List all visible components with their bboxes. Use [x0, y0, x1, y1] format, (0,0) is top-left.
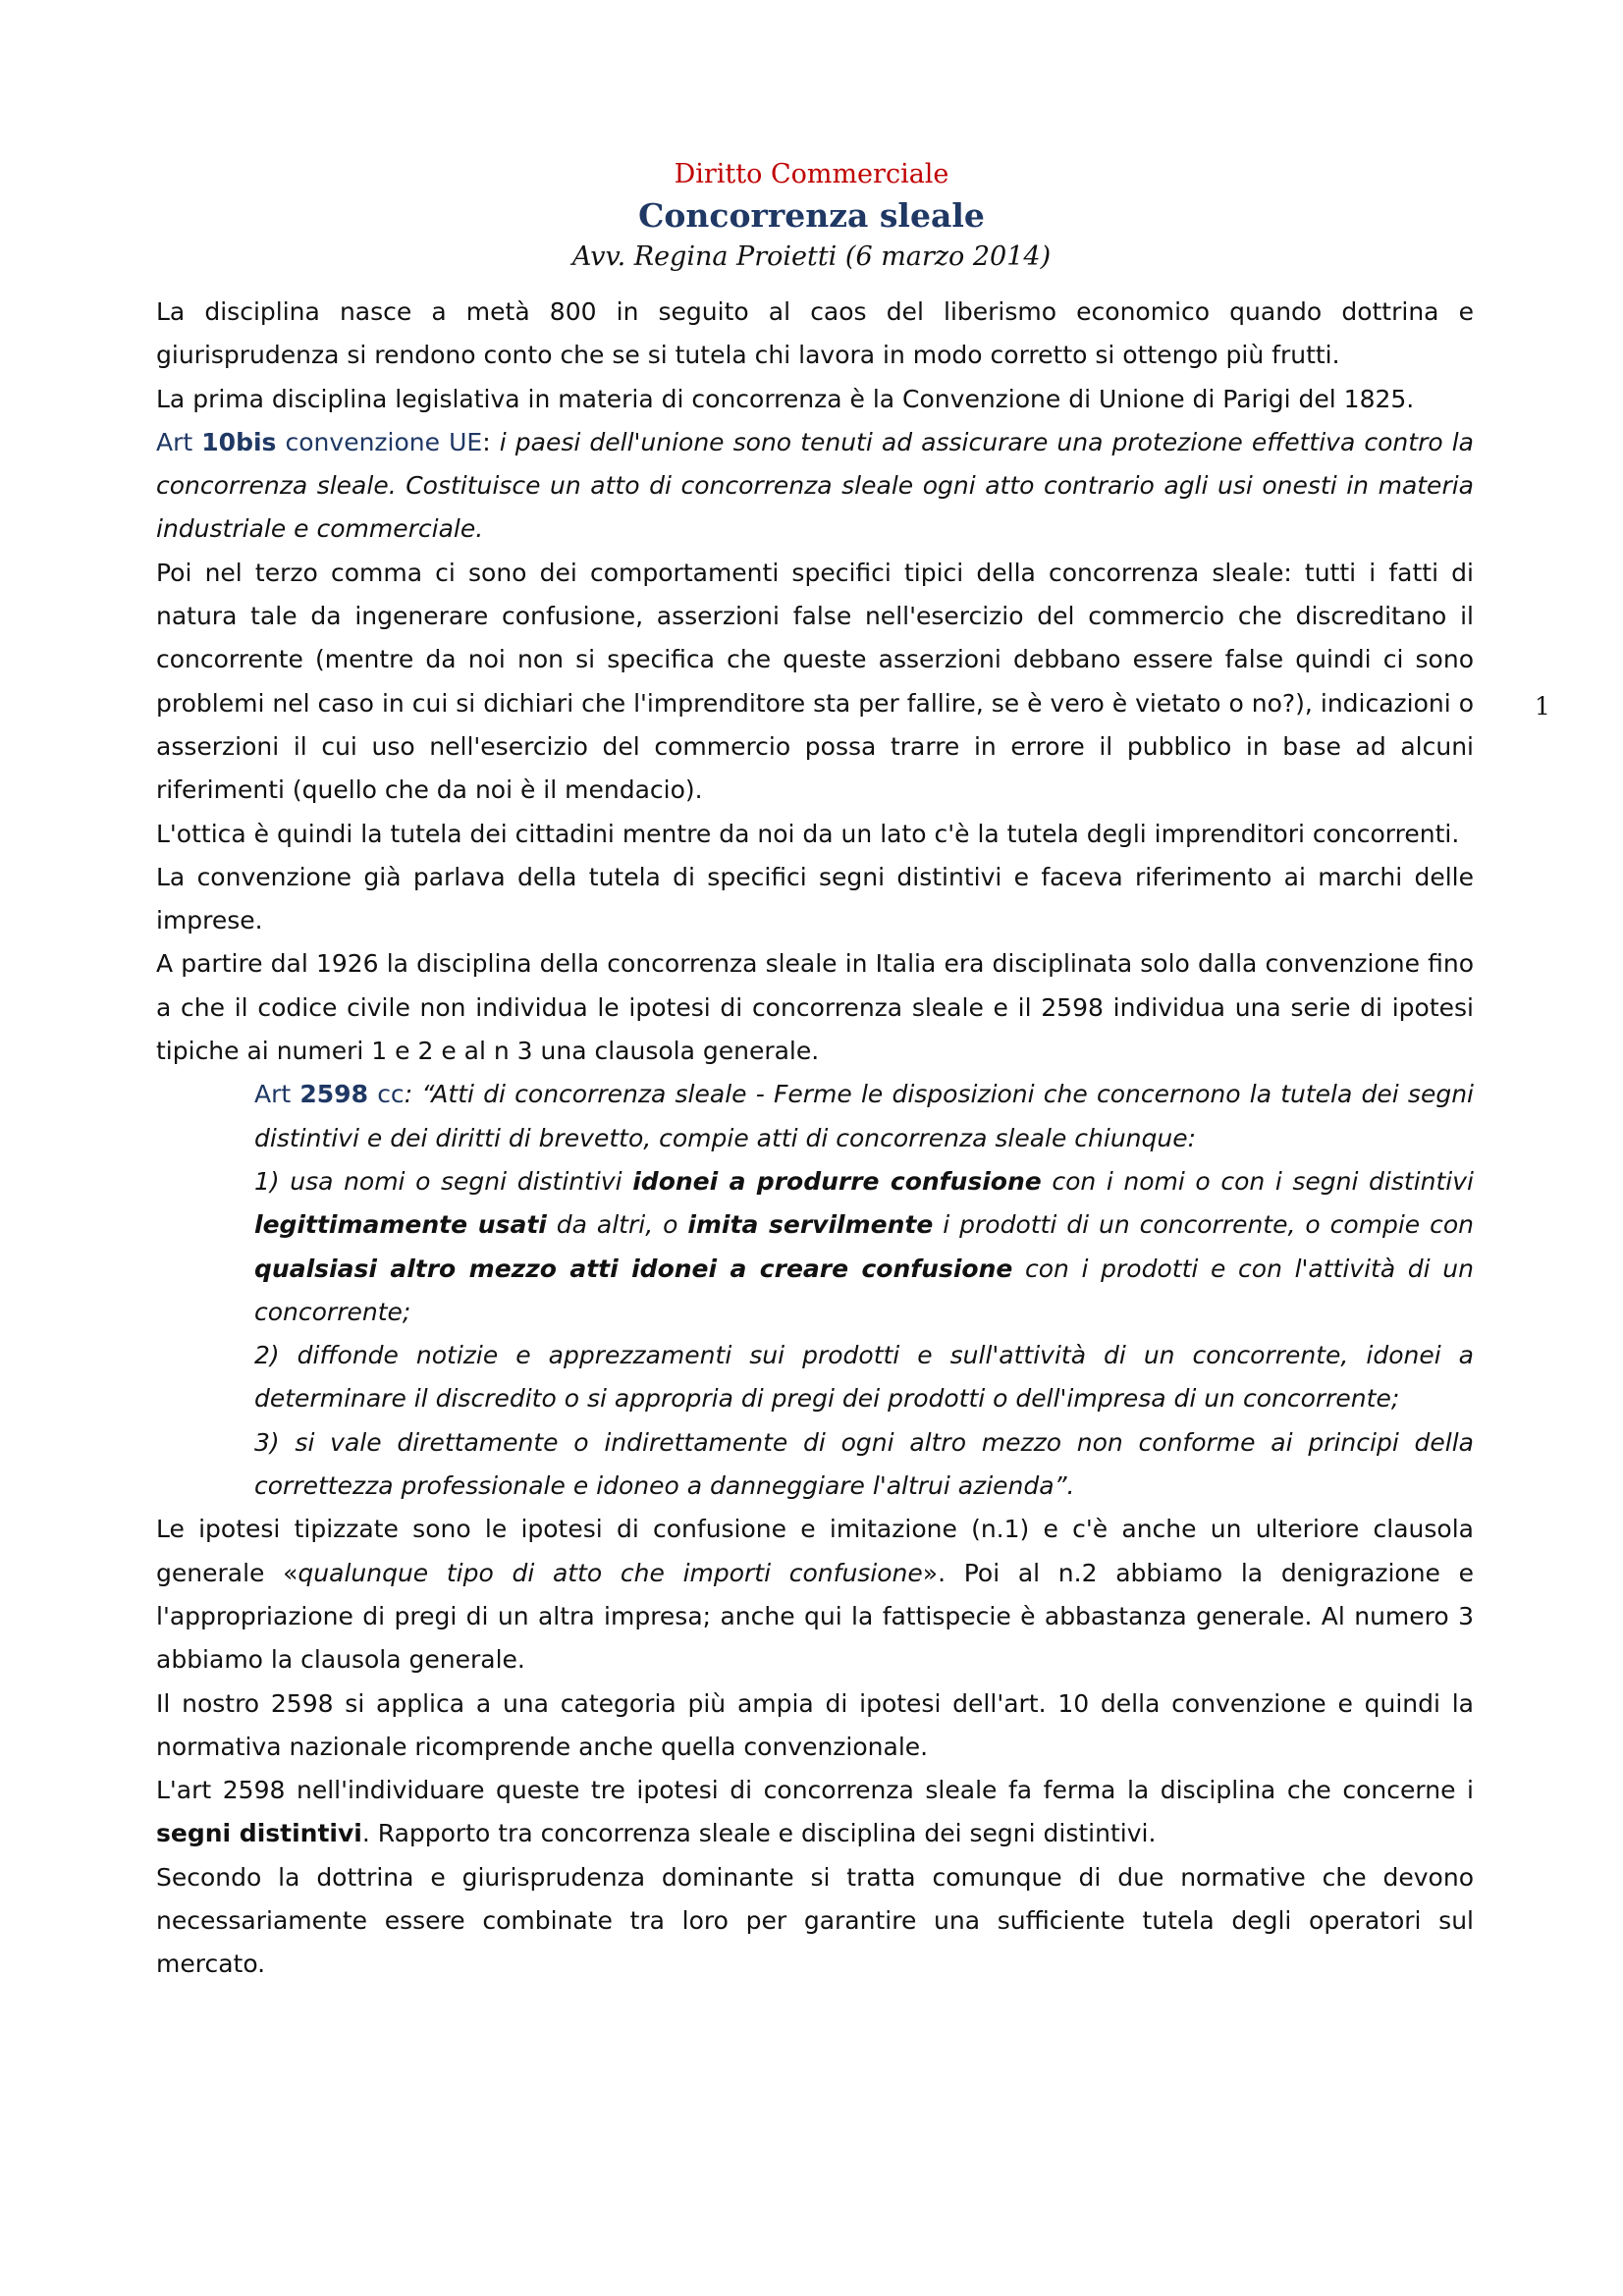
author-line: Avv. Regina Proietti (6 marzo 2014) [571, 241, 1052, 272]
document-title: Concorrenza sleale [638, 196, 985, 235]
art-2598-reference: cc [367, 1080, 405, 1109]
typified-italic-clause: qualunque tipo di atto che importi confusione [298, 1558, 923, 1587]
art-2598-label: Art [254, 1080, 300, 1109]
art-2598-intro [254, 1073, 1474, 1160]
subject-heading: Diritto Commerciale [674, 159, 949, 189]
item-1-text-c: con i nomi o con i segni distintivi [1041, 1166, 1474, 1196]
art-10bis-reference: convenzione UE [276, 427, 483, 456]
signs-text-a: L'art 2598 nell'individuare queste tre ipotesi di concorrenza sleale fa ferma la disciplina che concerne i [156, 1776, 1474, 1805]
art-10bis-colon: : [482, 427, 500, 456]
paragraph-origins: La disciplina nasce a metà 800 in seguito al caos del liberismo economico quando dottrina e giurisprudenza si rendono conto che se si tutela chi lavora in modo corretto si ottengo più frutti. [156, 297, 1474, 370]
art-2598-intro-text: : “Atti di concorrenza sleale - Ferme le disposizioni che concernono la tutela dei segni distintivi e dei diritti di brevetto, compie atti di concorrenza sleale chiunque: [254, 1080, 1474, 1152]
item-1-bold-legit: legittimamente usati [254, 1210, 547, 1240]
art-10bis-quote: i paesi dell'unione sono tenuti ad assicurare una protezione effettiva contro la concorrenza sleale. Costituisce un atto di concorrenza sleale ogni atto contrario agli usi onesti in materia industriale e commerciale. [156, 427, 1475, 544]
typified-text-c: ». Poi al n.2 abbiamo la denigrazione e l'appropriazione di pregi di un altra impresa; anche qui la fattispecie è abbastanza generale. Al numero 3 abbiamo la clausola generale. [156, 1558, 1474, 1675]
art-2598-item-1 [254, 1160, 1474, 1334]
item-1-text-a: 1) usa nomi o segni distintivi [254, 1166, 633, 1196]
art-2598-quote-block [156, 1073, 1474, 1508]
art-10bis-number: 10bis [201, 427, 277, 456]
item-1-text-i: con i prodotti e con l'attività di un concorrente; [254, 1254, 1474, 1326]
paragraph-perspective: L'ottica è quindi la tutela dei cittadini mentre da noi da un lato c'è la tutela degli imprenditori concorrenti. [156, 819, 1460, 848]
paragraph-doctrine: Secondo la dottrina e giurisprudenza dominante si tratta comunque di due normative che devono necessariamente essere combinate tra loro per garantire una sufficiente tutela degli operatori sul mercato. [156, 1862, 1474, 1979]
art-2598-number: 2598 [299, 1080, 368, 1109]
paragraph-art-10bis [156, 421, 1474, 552]
item-1-bold-confusion: idonei a produrre confusione [632, 1166, 1042, 1196]
document-header [0, 155, 1623, 277]
art-10bis-label: Art [156, 427, 202, 456]
item-1-text-e: da altri, o [546, 1210, 688, 1240]
paragraph-first-legislation: La prima disciplina legislativa in materia di concorrenza è la Convenzione di Unione di Parigi del 1825. [156, 384, 1415, 413]
item-1-bold-other-means: qualsiasi altro mezzo atti idonei a creare confusione [254, 1254, 1013, 1283]
paragraph-signs-relation [156, 1769, 1474, 1856]
paragraph-third-comma: Poi nel terzo comma ci sono dei comportamenti specifici tipici della concorrenza sleale: tutti i fatti di natura tale da ingenerare confusione, asserzioni false nell'esercizio del commercio che discreditano il concorrente (mentre da noi non si specifica che queste asserzioni debbano essere false quindi ci sono problemi nel caso in cui si dichiari che l'imprenditore sta per fallire, se è vero è vietato o no?), indicazioni o asserzioni il cui uso nell'esercizio del commercio possa trarre in errore il pubblico in base ad alcuni riferimenti (quello che da noi è il mendacio). [156, 558, 1474, 805]
signs-text-c: . Rapporto tra concorrenza sleale e disciplina dei segni distintivi. [361, 1819, 1157, 1848]
paragraph-typified-hypotheses [156, 1508, 1474, 1682]
item-1-text-g: i prodotti di un concorrente, o compie con [933, 1210, 1474, 1240]
item-1-bold-imitate: imita servilmente [687, 1210, 934, 1240]
signs-bold-distinctive: segni distintivi [156, 1819, 362, 1848]
art-2598-item-3: 3) si vale direttamente o indirettamente di ogni altro mezzo non conforme ai principi della correttezza professionale e idoneo a danneggiare l'altrui azienda”. [254, 1427, 1474, 1501]
typified-text-a: Le ipotesi tipizzate sono le ipotesi di confusione e imitazione (n.1) e c'è anche un ulteriore clausola generale « [156, 1515, 1474, 1587]
paragraph-distinctive-signs: La convenzione già parlava della tutela di specifici segni distintivi e faceva riferimento ai marchi delle imprese. [156, 862, 1474, 935]
page-number: 1 [1535, 692, 1550, 721]
document-body [156, 291, 1474, 1987]
paragraph-broader-category: Il nostro 2598 si applica a una categoria più ampia di ipotesi dell'art. 10 della convenzione e quindi la normativa nazionale ricomprende anche quella convenzionale. [156, 1688, 1474, 1761]
paragraph-from-1926: A partire dal 1926 la disciplina della concorrenza sleale in Italia era disciplinata solo dalla convenzione fino a che il codice civile non individua le ipotesi di concorrenza sleale e il 2598 individua una serie di ipotesi tipiche ai numeri 1 e 2 e al n 3 una clausola generale. [156, 949, 1474, 1066]
art-2598-item-2: 2) diffonde notizie e apprezzamenti sui prodotti e sull'attività di un concorrente, idonei a determinare il discredito o si appropria di pregi dei prodotti o dell'impresa di un concorrente; [254, 1341, 1474, 1414]
